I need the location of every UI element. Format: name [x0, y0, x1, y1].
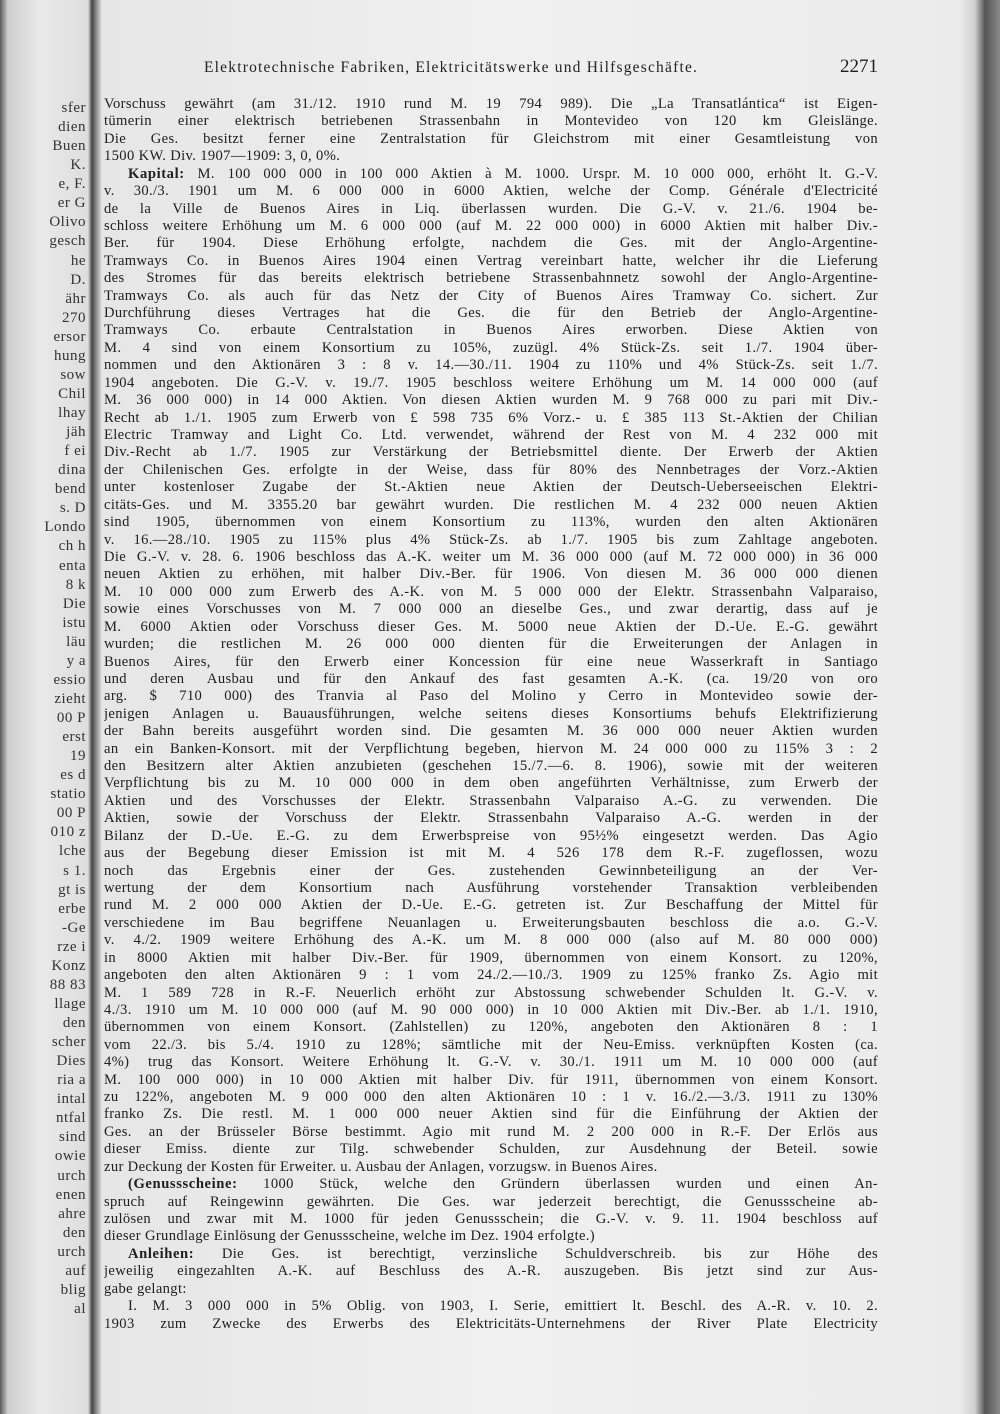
text-line: v. 16.—28./10. 1905 zu 115% plus 4% Stück-Zs. ab 1./7. 1905 bis zum Zahltage angeboten.: [104, 531, 878, 548]
text-line: Verpflichtung bis zu M. 10 000 000 in dem oben angeführten Verhältnisse, zum Erwerb der: [104, 775, 878, 792]
text-line: Vorschuss gewährt (am 31./12. 1910 rund M. 19 794 989). Die „La Transatlántica“ ist Eigen-: [104, 96, 878, 112]
prev-page-fragment: den: [62, 1224, 86, 1241]
prev-page-fragment: bend: [54, 481, 86, 498]
prev-page-fragment: 00 P: [56, 710, 86, 726]
previous-page-margin: [0, 0, 90, 1414]
text-line: Tramways Co. erbaute Centralstation in Buenos Aires erworben. Diese Aktien von: [104, 322, 878, 339]
section-text: M. 100 000 000 in 100 000 Aktien à M. 1000. Urspr. M. 10 000 000, erhöht lt. G.-V.: [184, 165, 878, 182]
text-line: M. 1 589 728 in R.-F. Neuerlich erhöht zur Abstossung schwebender Schulden lt. G.-V. v.: [104, 984, 878, 1001]
prev-page-fragment: 270: [62, 309, 86, 326]
prev-page-fragment: llage: [54, 995, 86, 1012]
prev-page-fragment: ria a: [57, 1072, 86, 1089]
prev-page-fragment: Dies: [56, 1053, 86, 1070]
prev-page-fragment: Olivo: [49, 214, 86, 231]
prev-page-fragment: Die: [62, 595, 86, 612]
text-line: zulösen und zwar mit M. 1000 für jeden Genussschein; die G.-V. v. 9. 11. 1904 beschloss auf: [104, 1211, 878, 1227]
text-line: jeweilig eingezahlten A.-K. auf Beschluss des A.-R. auszugeben. Bis jetzt sind zur Aus-: [104, 1263, 878, 1280]
running-title: Elektrotechnische Fabriken, Elektricitätswerke und Hilfsgeschäfte.: [204, 59, 699, 76]
prev-page-fragment: urch: [57, 1243, 86, 1260]
prev-page-fragment: läu: [66, 633, 86, 650]
prev-page-fragment: ch h: [58, 538, 86, 555]
text-line: de la Ville de Buenos Aires in Liq. überlassen wurden. Die G.-V. v. 21./6. 1904 be-: [104, 200, 878, 217]
section-heading: Anleihen:: [128, 1245, 195, 1262]
prev-page-fragment: auf: [65, 1262, 86, 1279]
prev-page-fragment: istu: [62, 614, 86, 631]
section-text: Die Ges. ist berechtigt, verzinsliche Schuldverschreib. bis zur Höhe des: [194, 1245, 878, 1262]
text-line: M. 6000 Aktien oder Vorschuss dieser Ges. M. 5000 neue Aktien der D.-Ue. E.-G. gewährt: [104, 618, 878, 635]
text-line: neuen Aktien zu erhöhen, mit halber Div.-Ber. für 1906. Von diesen M. 36 000 000 dienen: [104, 566, 878, 583]
prev-page-fragment: essio: [53, 671, 86, 688]
text-line: den Besitzern alter Aktien anzubieten (geschehen 15./7.—6. 8. 1906), sowie mit der weiteren: [104, 758, 878, 775]
text-line: Ges. an der Brüsseler Börse bestimmt. Agio mit rund M. 2 200 000 in R.-F. Der Erlös aus: [104, 1123, 878, 1140]
prev-page-fragment: s. D: [59, 500, 86, 517]
text-line: in 8000 Aktien mit halber Div.-Ber. für 1909, übernommen von einem Konsort. zu 120%,: [104, 949, 878, 966]
prev-page-fragment: 88 83: [49, 976, 86, 993]
text-line: übernommen von einem Konsort. (Zahlstellen) zu 120%, angeboten den Aktionären 8 : 1: [104, 1019, 878, 1036]
prev-page-fragment: scher: [51, 1034, 86, 1051]
text-line: verschiedene im Bau begriffene Neuanlagen u. Erweiterungsbauten beschloss die a.o. G.-V.: [104, 914, 878, 931]
prev-page-fragment: hung: [54, 347, 86, 364]
prev-page-fragment: y a: [66, 652, 86, 669]
prev-page-fragment: dina: [58, 462, 86, 479]
text-line: und deren Ausbau und für den Ankauf des fast gesamten A.-K. (ca. 19/20 von oro: [104, 670, 878, 687]
prev-page-fragment: D.: [70, 271, 86, 288]
prev-page-fragment: urch: [57, 1167, 86, 1184]
text-line: Aktien und des Vorschusses der Elektr. Strassenbahn Valparaiso A.-G. zu verwenden. Die: [104, 792, 878, 809]
prev-page-fragment: erst: [62, 729, 86, 746]
text-line: rund M. 2 000 000 Aktien der D.-Ue. E.-G. getreten ist. Zur Beschaffung der Mittel für: [104, 897, 878, 914]
text-line: an ein Banken-Konsort. mit der Verpflichtung begeben, hiervon M. 24 000 000 zu 115% 3 : 2: [104, 740, 878, 757]
text-line: Durchführung dieses Vertrages hat die Ges. die für den Betrieb der Anglo-Argentine-: [104, 305, 878, 322]
text-line: 1500 KW. Div. 1907—1909: 3, 0, 0%.: [104, 148, 341, 165]
text-line: M. 100 000 000) in 10 000 Aktien mit halber Div. für 1911, übernommen von einem Konsort.: [104, 1071, 878, 1088]
text-line: Recht ab 1./1. 1905 zum Erwerb von £ 598 735 6% Vorz.- u. £ 385 113 St.-Aktien der Chilian: [104, 409, 878, 426]
text-line: [104, 1298, 878, 1315]
prev-page-fragment: f ei: [64, 443, 86, 460]
text-line: jenigen Anlagen u. Bauausführungen, welche seitens dieses Konsortiums behufs Elektrifizierung: [104, 705, 878, 722]
text-line: Tramways Co. in Buenos Aires 1904 einen Vertrag vereinbart hatte, welcher ihr die Lieferung: [104, 252, 878, 269]
prev-page-fragment: Buen: [52, 138, 86, 155]
text-line: dieser Grundlage Einlösung der Genussscheine, welche im Dez. 1904 erfolgte.): [104, 1228, 596, 1245]
prev-page-fragment: owie: [54, 1148, 86, 1165]
prev-page-fragment: 010 z: [50, 824, 86, 841]
text-line: Tramways Co. als auch für das Netz der City of Buenos Aires Tramway Co. sichert. Zur: [104, 287, 878, 304]
prev-page-fragment: sow: [60, 366, 86, 383]
text-line: Die G.-V. v. 28. 6. 1906 beschloss das A.-K. weiter um M. 36 000 000 (auf M. 72 000 000) in 36 000: [104, 548, 878, 565]
text-line: der Bahn bereits ausgeführt worden sind. Die gesamten M. 36 000 000 neuer Aktien wurden: [104, 723, 878, 740]
section-text: I. M. 3 000 000 in 5% Oblig. von 1903, I. Serie, emittiert lt. Beschl. des A.-R. v. 10. 2.: [128, 1298, 878, 1315]
prev-page-fragment: 19: [70, 748, 86, 765]
prev-page-fragment: enta: [59, 557, 86, 574]
prev-page-fragment: e, F.: [58, 176, 86, 193]
prev-page-fragment: 00 P: [56, 805, 86, 822]
text-line: [104, 1176, 878, 1193]
prev-page-fragment: s 1.: [63, 862, 86, 879]
prev-page-fragment: enen: [55, 1186, 86, 1203]
text-line: tümerin einer elektrisch betriebenen Strassenbahn in Montevideo von 120 km Gleislänge.: [104, 113, 878, 130]
prev-page-fragment: intal: [56, 1091, 86, 1108]
text-line: sind 1905, übernommen von einem Konsortium zu 113%, wurden den alten Aktionären: [104, 514, 878, 531]
text-line: dieser Emiss. diente zur Tilg. schwebender Schulden, zur Ausdehnung der Beteil. sowie: [104, 1141, 878, 1158]
text-line: gabe gelangt:: [104, 1280, 187, 1297]
prev-page-fragment: er G: [57, 195, 86, 212]
text-line: arg. $ 710 000) des Tranvia al Paso del Molino y Cerro in Montevideo sowie der-: [104, 688, 878, 705]
page-header: [104, 56, 878, 81]
prev-page-fragment: -Ge: [62, 919, 86, 936]
text-line: Bilanz der D.-Ue. E.-G. zu dem Erwerbspreise von 95½% eingesetzt werden. Das Agio: [104, 827, 878, 844]
text-line: [104, 1246, 878, 1263]
text-line: sowie eines Vorschusses von M. 7 000 000 an dieselbe Ges., und zwar derartig, dass auf je: [104, 601, 878, 618]
prev-page-fragment: al: [74, 1300, 86, 1317]
text-line: Electric Tramway and Light Co. Ltd. verwendet, während der Rest von M. 4 232 000 mit: [104, 427, 878, 444]
prev-page-fragment: sind: [58, 1129, 86, 1146]
text-line: [104, 166, 878, 183]
text-line: M. 10 000 000 zum Erwerb des A.-K. von M. 5 000 000 der Elektr. Strassenbahn Valparaiso,: [104, 583, 878, 600]
text-line: citäts-Ges. und M. 3355.20 bar gewährt wurden. Die restlichen M. 4 232 000 neuen Aktien: [104, 496, 878, 513]
text-line: 4./3. 1910 um M. 10 000 000 (auf M. 90 000 000) in 10 000 Aktien mit Div.-Ber. ab 1./1. 1910,: [104, 1001, 878, 1018]
text-line: Aktien, sowie der Vorschuss der Elektr. Strassenbahn Valparaiso A.-G. werden in der: [104, 810, 878, 827]
prev-page-fragment: Konz: [51, 957, 86, 974]
prev-page-fragment: zieht: [54, 690, 86, 707]
prev-page-fragment: K.: [70, 157, 86, 174]
prev-page-fragment: blig: [60, 1281, 86, 1298]
prev-page-fragment: es d: [60, 767, 86, 784]
book-page: [104, 0, 964, 1414]
prev-page-fragment: dien: [58, 119, 86, 136]
prev-page-fragment: ntfal: [56, 1110, 86, 1127]
text-line: zu 122%, angeboten M. 9 000 000 den alten Aktionären 10 : 1 v. 16./2.—3./3. 1911 zu 130%: [104, 1089, 878, 1106]
text-line: der Chilenischen Ges. erfolgte in der Weise, dass für 80% des Nennbetrages der Vorz.-Aktien: [104, 461, 878, 478]
prev-page-fragment: ahre: [58, 1205, 86, 1222]
text-line: 4%) trug das Konsort. Weitere Erhöhung lt. G.-V. v. 30./1. 1911 um M. 10 000 000 (auf: [104, 1054, 878, 1071]
text-line: unter kostenloser Zugabe der St.-Aktien neue Aktien der Deutsch-Ueberseeischen Elektri-: [104, 479, 878, 496]
prev-page-fragment: 8 k: [65, 576, 86, 593]
text-line: 1904 angeboten. Die G.-V. v. 19./7. 1905 beschloss weitere Erhöhung um M. 14 000 000 (auf: [104, 374, 878, 391]
text-line: aus der Begebung dieser Emission ist mit M. 4 526 178 dem R.-F. zugeflossen, wozu: [104, 845, 878, 862]
text-line: franko Zs. Die restl. M. 1 000 000 neuer Aktien sind für die Einführung der Aktien der: [104, 1106, 878, 1123]
prev-page-fragment: gt is: [58, 881, 86, 898]
prev-page-fragment: lhay: [58, 405, 86, 421]
text-line: Buenos Aires, für den Erwerb einer Koncession für eine neue Wasserkraft in Santiago: [104, 653, 878, 670]
prev-page-fragment: he: [70, 252, 86, 269]
prev-page-fragment: gesch: [49, 233, 86, 250]
section-heading: Kapital:: [128, 165, 185, 182]
prev-page-fragment: ersor: [53, 328, 86, 345]
section-heading: (Genussscheine:: [128, 1176, 238, 1193]
prev-page-fragment: erbe: [58, 900, 86, 917]
text-line: nommen und den Aktionären 3 : 8 v. 14.—30./11. 1904 zu 110% und 4% Stück-Zs. seit 1./7.: [104, 357, 878, 374]
text-line: des Stromes für das bereits elektrisch betriebene Strassenbahnnetz sowohl der Anglo-Argentine-: [104, 270, 878, 287]
text-line: spruch auf Reingewinn gewährten. Die Ges. war jederzeit berechtigt, die Genussscheine ab-: [104, 1193, 878, 1210]
text-line: wurden; die restlichen M. 26 000 000 dienten für die Erweiterungen der Anlagen in: [104, 636, 878, 653]
text-line: schloss weitere Erhöhung um M. 6 000 000 (auf M. 22 000 000) in 6000 Aktien mit halber Div.-: [104, 217, 878, 234]
text-line: Div.-Recht ab 1./7. 1905 zur Verstärkung der Betriebsmittel diente. Der Erwerb der Aktien: [104, 444, 878, 461]
text-line: M. 36 000 000) in 14 000 Aktien. Von diesen Aktien wurden M. 9 768 000 zu pari mit Div.-: [104, 392, 878, 409]
text-line: angeboten den alten Aktionären 9 : 1 vom 24./2.—10./3. 1909 zu 125% franko Zs. Agio mit: [104, 967, 878, 984]
text-line: v. 30./3. 1901 um M. 6 000 000 in 6000 Aktien, welche der Comp. Générale d'Electricité: [104, 183, 878, 200]
text-line: M. 4 sind von einem Konsortium zu 105%, zuzügl. 4% Stück-Zs. seit 1./7. 1904 über-: [104, 339, 878, 356]
page-number: 2271: [840, 56, 878, 77]
text-line: 1903 zum Zwecke des Erwerbs des Elektricitäts-Unternehmens der River Plate Electricity: [104, 1315, 878, 1332]
prev-page-fragment: Londo: [44, 519, 86, 536]
prev-page-fragment: Chil: [58, 385, 86, 402]
section-text: 1000 Stück, welche den Gründern überlassen wurden und einen An-: [237, 1176, 878, 1193]
text-column: [104, 96, 878, 1333]
prev-page-fragment: lche: [59, 843, 86, 860]
prev-page-fragment: ähr: [65, 290, 86, 307]
prev-page-fragment: jäh: [66, 424, 86, 441]
text-line: v. 4./2. 1909 weitere Erhöhung des A.-K. um M. 8 000 000 (also auf M. 80 000 000): [104, 932, 878, 949]
prev-page-fragment: statio: [50, 786, 86, 803]
text-line: Die Ges. besitzt ferner eine Zentralstation für Gleichstrom mit einer Gesamtleistung von: [104, 130, 878, 147]
text-line: noch das Ergebnis einer der Ges. zustehenden Gewinnbeteiligung an der Ver-: [104, 862, 878, 879]
text-line: zur Deckung der Kosten für Erweiter. u. Ausbau der Anlagen, vorzugsw. in Buenos Aires.: [104, 1158, 658, 1175]
prev-page-fragment: sfer: [61, 100, 86, 116]
prev-page-fragment: rze i: [57, 938, 86, 955]
prev-page-fragment: den: [62, 1015, 86, 1031]
text-line: vom 22./3. bis 5./4. 1910 zu 128%; sämtliche mit der Neu-Emiss. verknüpften Kosten (ca.: [104, 1036, 878, 1053]
text-line: wertung der dem Konsortium nach Ausführung vorstehender Transaktion verbleibenden: [104, 879, 878, 896]
text-line: Ber. für 1904. Diese Erhöhung erfolgte, nachdem die Ges. mit der Anglo-Argentine-: [104, 235, 878, 252]
